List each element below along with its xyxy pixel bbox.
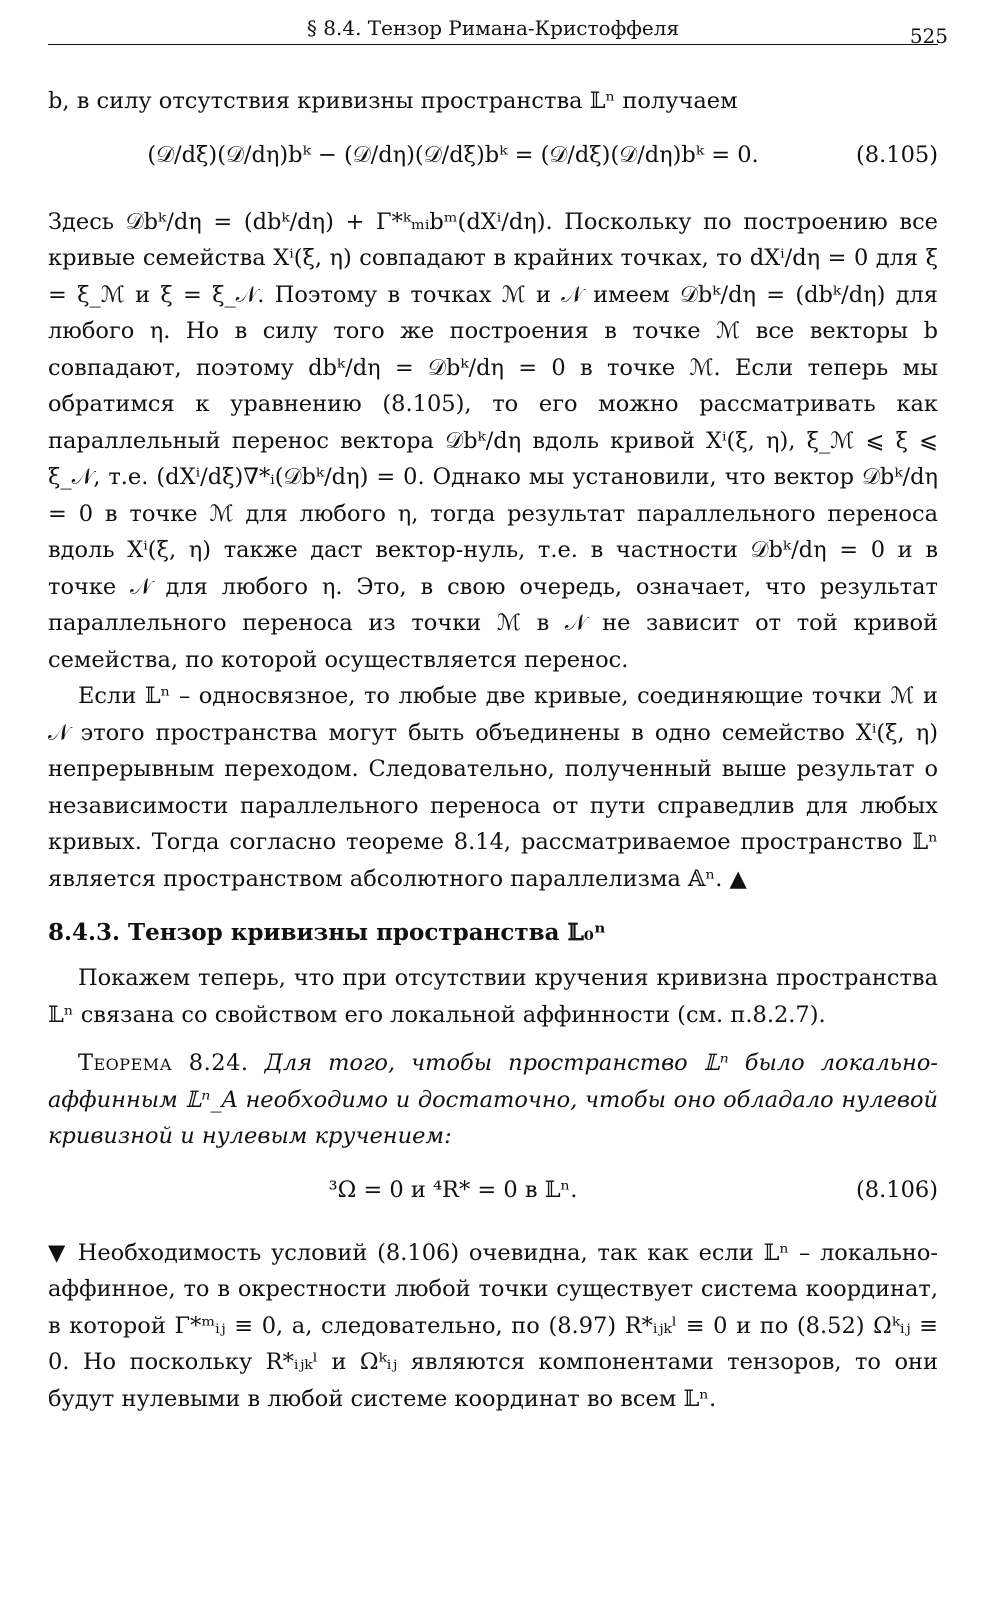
equation-8-106-formula: ³Ω = 0 и ⁴R* = 0 в 𝕃ⁿ. — [328, 1176, 578, 1203]
theorem-text: Для того, чтобы пространство 𝕃ⁿ было локально-аффинным 𝕃ⁿ_A необходимо и достаточно, чтобы оно обладало нулевой кривизной и нулевым кручением: — [48, 1050, 938, 1149]
equation-8-106-number: (8.106) — [856, 1176, 938, 1203]
page — [48, 14, 948, 1417]
page-number: 525 — [909, 24, 948, 48]
paragraph-1: b, в силу отсутствия кривизны пространства 𝕃ⁿ получаем — [48, 88, 738, 114]
paragraph-3: Если 𝕃ⁿ – односвязное, то любые две кривые, соединяющие точки ℳ и 𝒩 этого пространства могут быть объединены в одно семейство Xⁱ(ξ, η) непрерывным переходом. Следовательно, полученный выше результат о независимости параллельного переноса от пути справедлив для любых кривых. Тогда согласно теореме 8.14, рассматриваемое пространство 𝕃ⁿ является пространством абсолютного параллелизма 𝔸ⁿ. ▲ — [48, 683, 938, 892]
theorem-label: Теорема 8.24. — [78, 1050, 249, 1076]
running-head-title: § 8.4. Тензор Римана-Кристоффеля — [306, 16, 680, 40]
paragraph-5: ▼ Необходимость условий (8.106) очевидна, так как если 𝕃ⁿ – локально-аффинное, то в окрестности любой точки существует система координат, в которой Γ*ᵐᵢⱼ ≡ 0, а, следовательно, по (8.97) R*ᵢⱼₖˡ ≡ 0 и по (8.52) Ωᵏᵢⱼ ≡ 0. Но поскольку R*ᵢⱼₖˡ и Ωᵏᵢⱼ являются компонентами тензоров, то они будут нулевыми в любой системе координат во всем 𝕃ⁿ. — [48, 1239, 938, 1412]
equation-8-106 — [48, 1155, 938, 1225]
paragraph-2: Здесь 𝒟bᵏ/dη = (dbᵏ/dη) + Γ*ᵏₘᵢbᵐ(dXⁱ/dη). Поскольку по построению все кривые семейства Xⁱ(ξ, η) совпадают в крайних точках, то dXⁱ/dη = 0 для ξ = ξ_ℳ и ξ = ξ_𝒩. Поэтому в точках ℳ и 𝒩 имеем 𝒟bᵏ/dη = (dbᵏ/dη) для любого η. Но в силу того же построения в точке ℳ все векторы b совпадают, поэтому dbᵏ/dη = 𝒟bᵏ/dη = 0 в точке ℳ. Если теперь мы обратимся к уравнению (8.105), то его можно рассматривать как параллельный перенос вектора 𝒟bᵏ/dη вдоль кривой Xⁱ(ξ, η), ξ_ℳ ⩽ ξ ⩽ ξ_𝒩, т.е. (dXⁱ/dξ)∇*ᵢ(𝒟bᵏ/dη) = 0. Однако мы установили, что вектор 𝒟bᵏ/dη = 0 в точке ℳ для любого η, тогда результат параллельного переноса вдоль Xⁱ(ξ, η) также даст вектор-нуль, т.е. в частности 𝒟bᵏ/dη = 0 и в точке 𝒩 для любого η. Это, в свою очередь, означает, что результат параллельного переноса из точки ℳ в 𝒩 не зависит от той кривой семейства, по которой осуществляется перенос. — [48, 208, 938, 673]
equation-8-105-formula: (𝒟/dξ)(𝒟/dη)bᵏ − (𝒟/dη)(𝒟/dξ)bᵏ = (𝒟/dξ)(𝒟/dη)bᵏ = 0. — [147, 141, 759, 168]
equation-8-105-number: (8.105) — [856, 141, 938, 168]
equation-8-105 — [48, 120, 938, 190]
running-head — [48, 14, 948, 48]
theorem-8-24 — [48, 1045, 938, 1155]
section-heading: 8.4.3. Тензор кривизны пространства 𝕃₀ⁿ — [48, 919, 606, 946]
paragraph-4: Покажем теперь, что при отсутствии кручения кривизна пространства 𝕃ⁿ связана со свойством его локальной аффинности (см. п.8.2.7). — [48, 965, 938, 1028]
